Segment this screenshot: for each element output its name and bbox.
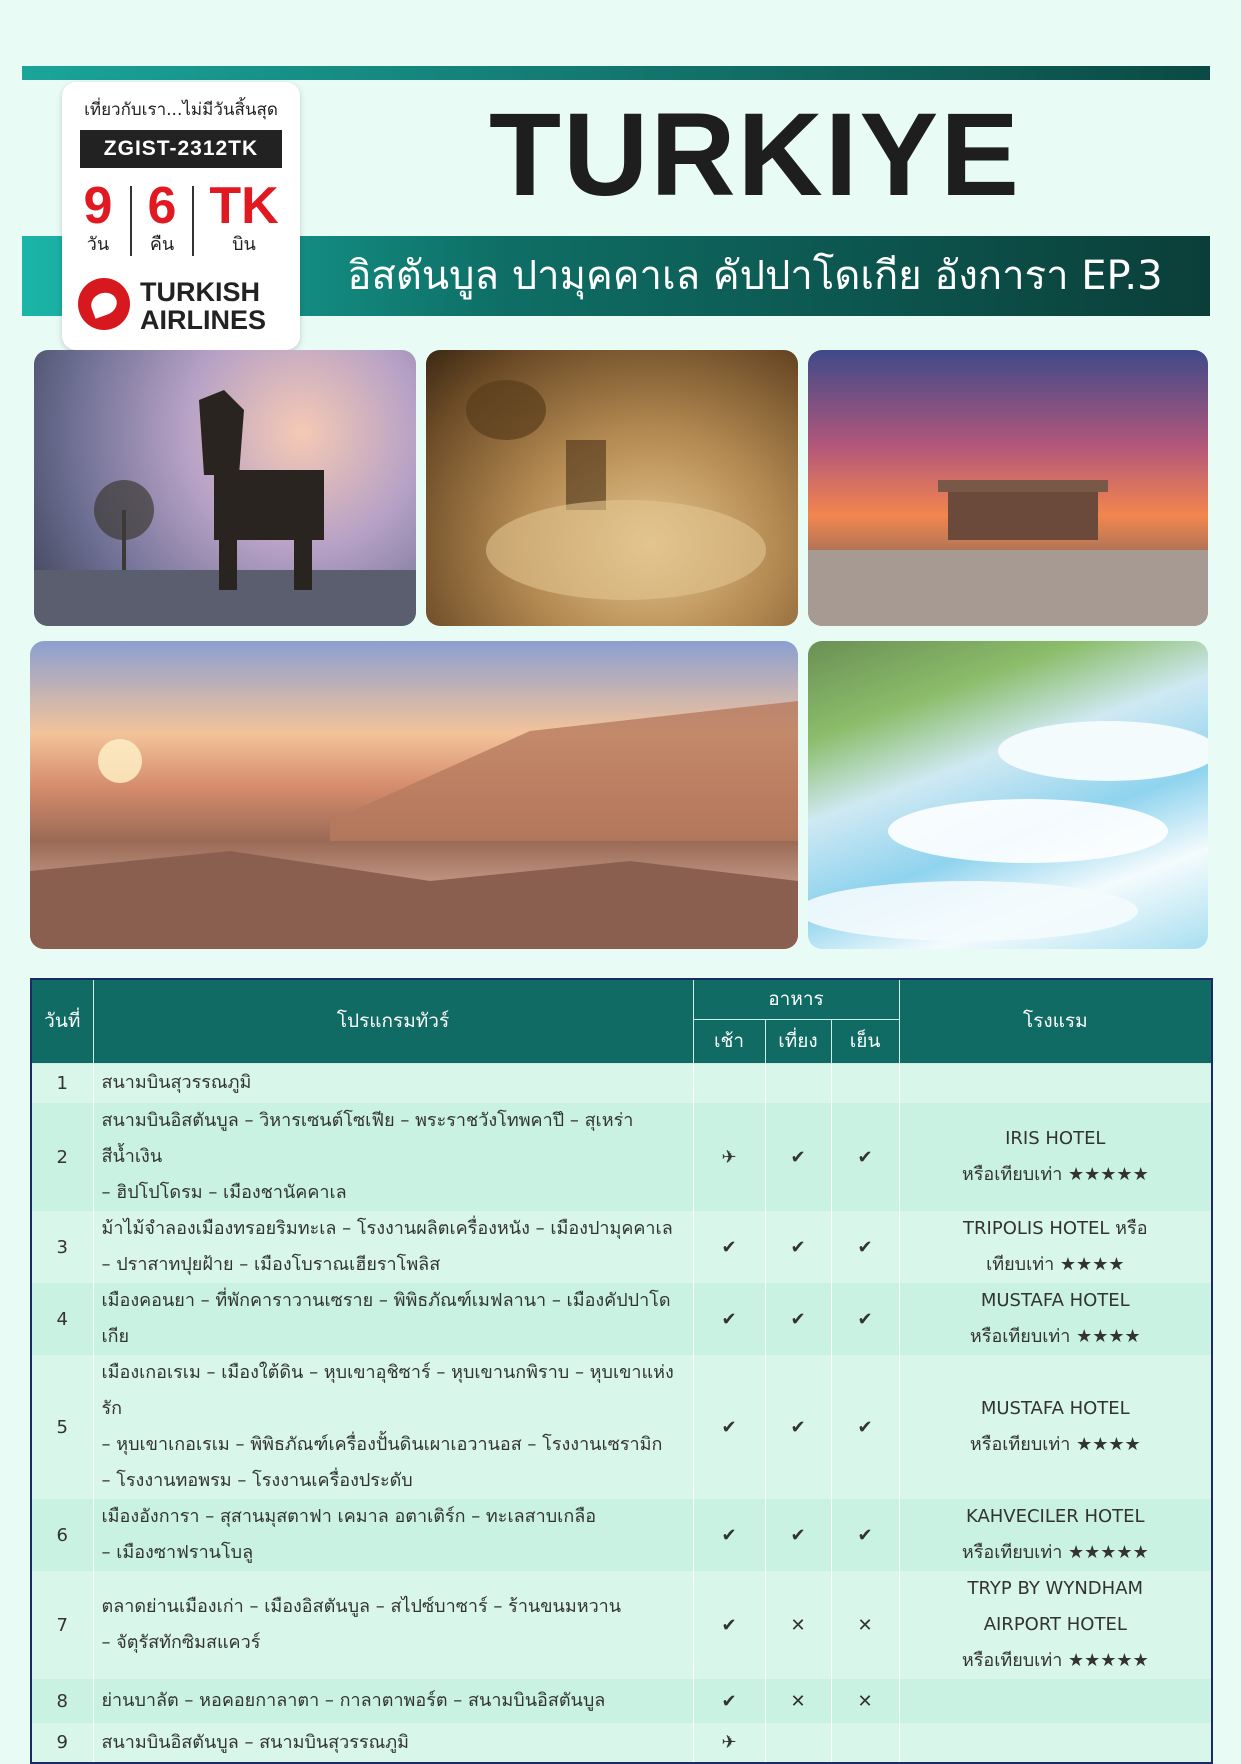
dinner-meal-cell (831, 1063, 899, 1103)
hotel-cell (899, 1063, 1212, 1103)
breakfast-meal-cell: ✔ (693, 1211, 765, 1283)
lunch-meal-cell (765, 1063, 831, 1103)
dinner-meal-cell: ✔ (831, 1103, 899, 1211)
trojan-horse-photo (34, 350, 416, 626)
airline-code-unit: บิน (232, 234, 256, 255)
nights-count: 6 (147, 177, 177, 235)
cappadocia-valley-photo (30, 641, 798, 949)
breakfast-meal-cell: ✔ (693, 1283, 765, 1355)
day-cell: 9 (31, 1723, 93, 1763)
hotel-line: เทียบเท่า ★★★★ (986, 1254, 1125, 1275)
airline-name-line2: AIRLINES (140, 305, 267, 335)
program-line: สนามบินสุวรรณภูมิ (101, 1072, 252, 1094)
airline-name-line1: TURKISH (140, 277, 260, 307)
lunch-meal-cell: ✔ (765, 1355, 831, 1499)
pamukkale-terraces-photo (808, 641, 1208, 949)
dinner-meal-cell: ✔ (831, 1211, 899, 1283)
table-row (31, 1103, 1212, 1211)
itinerary-table (30, 978, 1213, 1764)
badge-divider (130, 186, 132, 256)
program-line: – ฮิปโปโดรม – เมืองชานัคคาเล (101, 1182, 347, 1203)
hotel-line: หรือเทียบเท่า ★★★★★ (961, 1650, 1149, 1671)
hotel-line: หรือเทียบเท่า ★★★★★ (961, 1542, 1149, 1563)
program-line: สนามบินอิสตันบูล – สนามบินสุวรรณภูมิ (101, 1731, 410, 1753)
lunch-meal-cell: ✔ (765, 1499, 831, 1571)
nights-stat (134, 178, 190, 256)
hotel-line: IRIS HOTEL (1005, 1128, 1106, 1149)
dinner-meal-cell: ✔ (831, 1283, 899, 1355)
header-breakfast: เช้า (693, 1019, 765, 1063)
program-cell (93, 1103, 693, 1211)
airline-stat (196, 178, 292, 256)
table-row (31, 1355, 1212, 1499)
dinner-meal-cell: ✕ (831, 1679, 899, 1723)
table-row (31, 1283, 1212, 1355)
program-cell (93, 1723, 693, 1763)
program-line: – ปราสาทปุยฝ้าย – เมืองโบราณเฮียราโพลิส (101, 1254, 441, 1275)
page-subtitle: อิสตันบูล ปามุคคาเล คัปปาโดเกีย อังการา EP.3 (347, 253, 1163, 299)
hotel-cell (899, 1103, 1212, 1211)
table-row (31, 1679, 1212, 1723)
underground-city-photo (426, 350, 798, 626)
dinner-meal-cell: ✔ (831, 1499, 899, 1571)
anitkabir-photo (808, 350, 1208, 626)
program-line: เมืองเกอเรเม – เมืองใต้ดิน – หุบเขาอุชิซาร์ – หุบเขานกพิราบ – หุบเขาแห่งรัก (101, 1362, 674, 1419)
program-line: – โรงงานทอพรม – โรงงานเครื่องประดับ (101, 1470, 413, 1491)
dinner-meal-cell: ✔ (831, 1355, 899, 1499)
tour-code: ZGIST-2312TK (80, 130, 282, 168)
table-row (31, 1571, 1212, 1679)
airline-name (140, 278, 266, 334)
badge-divider (192, 186, 194, 256)
hotel-line: KAHVECILER HOTEL (965, 1506, 1145, 1527)
airline-code: TK (209, 177, 279, 235)
program-cell (93, 1571, 693, 1679)
terraces-illustration (808, 641, 1208, 949)
lunch-meal-cell: ✕ (765, 1679, 831, 1723)
day-cell: 3 (31, 1211, 93, 1283)
breakfast-meal-cell: ✔ (693, 1355, 765, 1499)
hotel-cell (899, 1355, 1212, 1499)
lunch-meal-cell: ✕ (765, 1571, 831, 1679)
program-line: เมืองอังการา – สุสานมุสตาฟา เคมาล อตาเติร์ก – ทะเลสาบเกลือ (101, 1506, 597, 1527)
badge-tagline: เที่ยวกับเรา...ไม่มีวันสิ้นสุด (84, 100, 278, 120)
days-count: 9 (83, 177, 113, 235)
breakfast-meal-cell: ✔ (693, 1571, 765, 1679)
breakfast-meal-cell (693, 1063, 765, 1103)
day-cell: 8 (31, 1679, 93, 1723)
program-line: เมืองคอนยา – ที่พักคาราวานเซราย – พิพิธภัณฑ์เมฟลานา – เมืองคัปปาโดเกีย (101, 1290, 671, 1347)
header-lunch: เที่ยง (765, 1019, 831, 1063)
program-cell (93, 1211, 693, 1283)
table-row (31, 1211, 1212, 1283)
program-line: ย่านบาลัต – หอคอยกาลาตา – กาลาตาพอร์ต – สนามบินอิสตันบูล (101, 1690, 606, 1711)
breakfast-meal-cell: ✈ (693, 1723, 765, 1763)
program-line: ม้าไม้จำลองเมืองทรอยริมทะเล – โรงงานผลิตเครื่องหนัง – เมืองปามุคคาเล (101, 1218, 673, 1239)
hotel-cell (899, 1571, 1212, 1679)
day-cell: 5 (31, 1355, 93, 1499)
program-cell (93, 1679, 693, 1723)
program-cell (93, 1063, 693, 1103)
header-program: โปรแกรมทัวร์ (93, 979, 693, 1063)
tour-badge (62, 82, 300, 350)
hotel-line: หรือเทียบเท่า ★★★★★ (961, 1164, 1149, 1185)
lunch-meal-cell (765, 1723, 831, 1763)
day-cell: 6 (31, 1499, 93, 1571)
header-hotel: โรงแรม (899, 979, 1212, 1063)
mausoleum-illustration (808, 350, 1208, 626)
page-title: TURKIYE (489, 89, 1021, 221)
breakfast-meal-cell: ✈ (693, 1103, 765, 1211)
dinner-meal-cell: ✕ (831, 1571, 899, 1679)
turkish-airlines-logo-icon (78, 278, 130, 330)
table-row (31, 1063, 1212, 1103)
days-stat (68, 178, 128, 256)
trojan-horse-illustration (34, 350, 416, 626)
valley-illustration (30, 641, 798, 949)
hotel-cell (899, 1499, 1212, 1571)
day-cell: 7 (31, 1571, 93, 1679)
breakfast-meal-cell: ✔ (693, 1499, 765, 1571)
table-row (31, 1723, 1212, 1763)
program-line: – หุบเขาเกอเรเม – พิพิธภัณฑ์เครื่องปั้นดินเผาเอวานอส – โรงงานเซรามิก (101, 1434, 663, 1455)
hotel-line: AIRPORT HOTEL (983, 1614, 1127, 1635)
breakfast-meal-cell: ✔ (693, 1679, 765, 1723)
program-cell (93, 1499, 693, 1571)
program-line: – เมืองซาฟรานโบลู (101, 1542, 254, 1563)
header-meals: อาหาร (693, 979, 899, 1019)
program-line: สนามบินอิสตันบูล – วิหารเซนต์โซเฟีย – พระราชวังโทพคาปึ – สุเหร่าสีน้ำเงิน (101, 1110, 634, 1167)
lunch-meal-cell: ✔ (765, 1103, 831, 1211)
hotel-line: หรือเทียบเท่า ★★★★ (969, 1326, 1141, 1347)
hotel-cell (899, 1283, 1212, 1355)
header-day: วันที่ (31, 979, 93, 1063)
days-unit: วัน (86, 234, 110, 255)
hotel-cell (899, 1679, 1212, 1723)
hotel-line: MUSTAFA HOTEL (980, 1398, 1130, 1419)
hotel-line: TRYP BY WYNDHAM (967, 1578, 1144, 1599)
program-line: – จัตุรัสทักซิมสแควร์ (101, 1632, 261, 1653)
hotel-line: หรือเทียบเท่า ★★★★ (969, 1434, 1141, 1455)
lunch-meal-cell: ✔ (765, 1283, 831, 1355)
lunch-meal-cell: ✔ (765, 1211, 831, 1283)
nights-unit: คืน (149, 234, 175, 255)
day-cell: 2 (31, 1103, 93, 1211)
hotel-line: MUSTAFA HOTEL (980, 1290, 1130, 1311)
hotel-cell (899, 1211, 1212, 1283)
program-cell (93, 1355, 693, 1499)
day-cell: 1 (31, 1063, 93, 1103)
header-dinner: เย็น (831, 1019, 899, 1063)
hotel-cell (899, 1723, 1212, 1763)
cave-illustration (426, 350, 798, 626)
dinner-meal-cell (831, 1723, 899, 1763)
table-row (31, 1499, 1212, 1571)
program-cell (93, 1283, 693, 1355)
program-line: ตลาดย่านเมืองเก่า – เมืองอิสตันบูล – สไปซ์บาซาร์ – ร้านขนมหวาน (101, 1596, 622, 1617)
header-top-bar (22, 66, 1210, 80)
itinerary-body (31, 1063, 1212, 1763)
day-cell: 4 (31, 1283, 93, 1355)
hotel-line: TRIPOLIS HOTEL หรือ (963, 1218, 1148, 1239)
